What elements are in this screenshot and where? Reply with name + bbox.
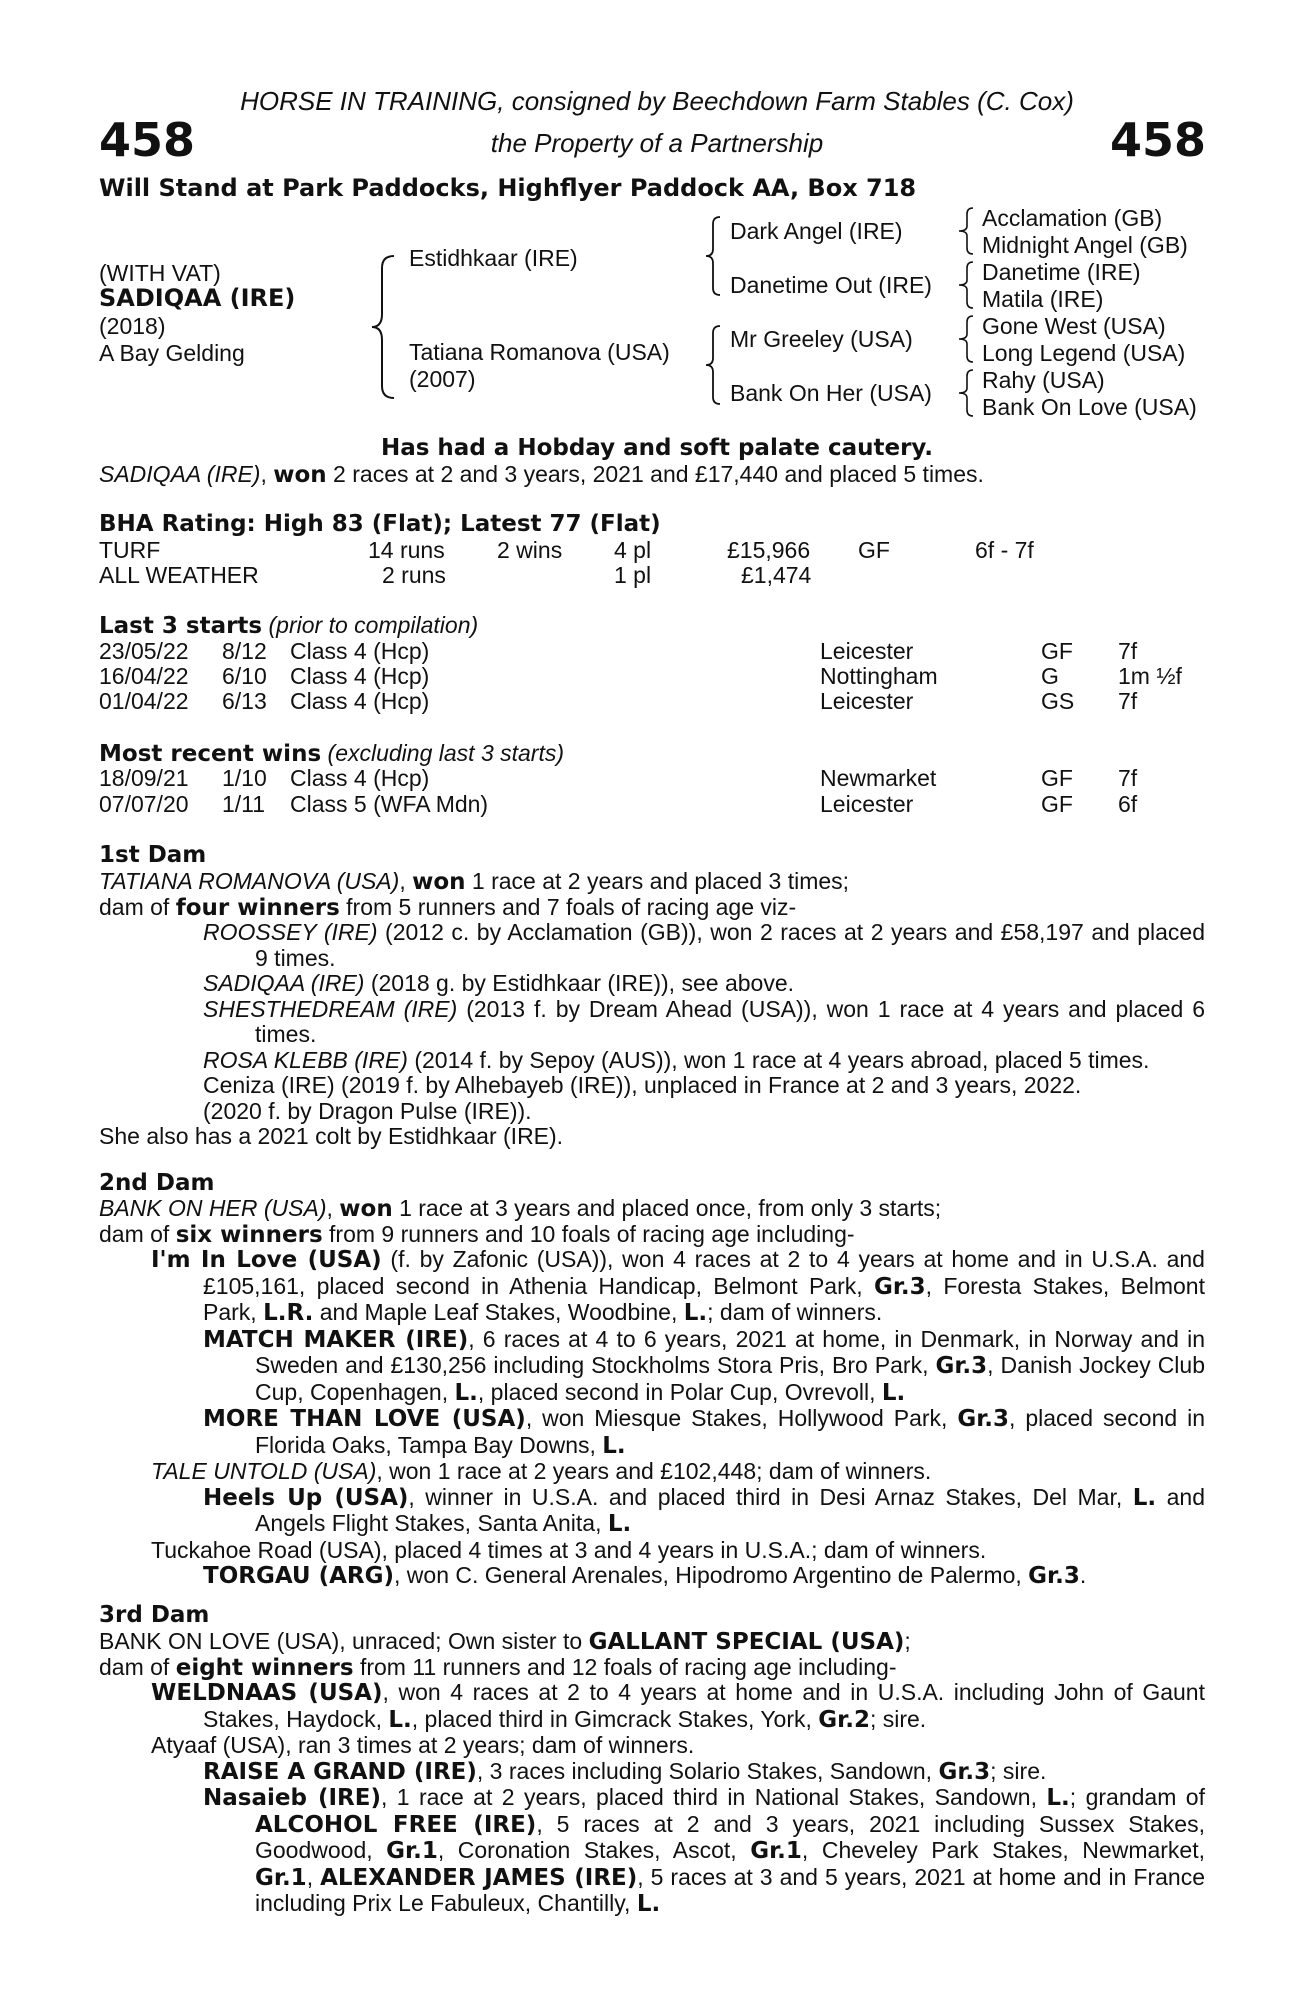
first-dam-produce: SHESTHEDREAM (IRE) (2013 f. by Dream Ahead (USA)), won 1 race at 4 years and placed 6 times.	[203, 995, 1205, 1047]
pedigree-sire-dam: Danetime Out (IRE)	[730, 272, 932, 298]
second-dam-line: dam of six winners from 9 runners and 10 foals of racing age including-	[99, 1220, 855, 1248]
second-dam-entries	[99, 1247, 1205, 1590]
win-course: Newmarket	[820, 765, 937, 791]
race-record: SADIQAA (IRE), won 2 races at 2 and 3 years, 2021 and £17,440 and placed 5 times.	[99, 461, 984, 488]
third-dam-produce: RAISE A GRAND (IRE), 3 races including Solario Stakes, Sandown, Gr.3; sire.	[203, 1757, 1047, 1785]
third-dam-produce: Atyaaf (USA), ran 3 times at 2 years; dam of winners.	[151, 1732, 695, 1758]
second-dam-produce: Heels Up (USA), winner in U.S.A. and placed third in Desi Arnaz Stakes, Del Mar, L. and Angels Flight Stakes, Santa Anita, L.	[203, 1483, 1205, 1537]
dam-line-brace	[704, 323, 724, 407]
second-dam-produce: Tuckahoe Road (USA), placed 4 times at 3 and 4 years in U.S.A.; dam of winners.	[151, 1536, 987, 1563]
start-distance: 7f	[1118, 638, 1138, 664]
pedigree-gen3-3: Danetime (IRE)	[982, 259, 1141, 285]
rating-going: GF	[858, 537, 890, 563]
win-class: Class 4 (Hcp)	[290, 765, 430, 791]
start-class: Class 4 (Hcp)	[290, 638, 430, 664]
location-line: Will Stand at Park Paddocks, Highflyer Paddock AA, Box 718	[99, 174, 917, 202]
third-gen-braces	[955, 204, 979, 420]
sire-dam-brace	[370, 252, 400, 402]
consignment-line: HORSE IN TRAINING, consigned by Beechdown Farm Stables (C. Cox)	[240, 86, 1074, 116]
win-position: 1/11	[222, 791, 266, 817]
third-dam-line: dam of eight winners from 11 runners and 12 foals of racing age including-	[99, 1653, 897, 1681]
rating-placed: 1 pl	[614, 562, 652, 588]
pedigree-gen3-8: Bank On Love (USA)	[982, 394, 1197, 420]
start-position: 6/10	[222, 663, 267, 689]
first-dam-closing: She also has a 2021 colt by Estidhkaar (IRE).	[99, 1123, 564, 1149]
first-dam-line: TATIANA ROMANOVA (USA), won 1 race at 2 years and placed 3 times;	[99, 868, 850, 895]
property-line: the Property of a Partnership	[490, 128, 824, 158]
horse-name: SADIQAA (IRE)	[99, 284, 296, 312]
second-dam-produce: I'm In Love (USA) (f. by Zafonic (USA)), won 4 races at 2 to 4 years at home and in U.S.A. and £105,161, placed second in Athenia Handicap, Belmont Park, Gr.3, Foresta Stakes, Belmont Park, L.R. and Maple Leaf Stakes, Woodbine, L.; dam of winners.	[151, 1246, 1205, 1326]
start-course: Leicester	[820, 638, 914, 664]
win-date: 18/09/21	[99, 765, 189, 791]
third-dam-block	[99, 1629, 1205, 1918]
second-dam-produce: MORE THAN LOVE (USA), won Miesque Stakes, Hollywood Park, Gr.3, placed second in Florida Oaks, Tampa Bay Downs, L.	[203, 1405, 1206, 1459]
sire-line-brace	[704, 214, 724, 298]
win-distance: 7f	[1118, 765, 1138, 791]
first-dam-block	[99, 869, 1205, 1150]
first-dam-produce: SADIQAA (IRE) (2018 g. by Estidhkaar (IRE)), see above.	[203, 970, 794, 996]
rating-surface: ALL WEATHER	[99, 562, 259, 588]
start-date: 23/05/22	[99, 638, 189, 664]
pedigree-dam-year: (2007)	[409, 366, 476, 392]
vat-note: (WITH VAT)	[99, 260, 221, 286]
start-class: Class 4 (Hcp)	[290, 688, 430, 714]
start-position: 8/12	[222, 638, 267, 664]
pedigree-dam-dam: Bank On Her (USA)	[730, 380, 932, 406]
surgery-note: Has had a Hobday and soft palate cautery.	[380, 435, 934, 461]
bha-rating-heading: BHA Rating: High 83 (Flat); Latest 77 (Flat)	[99, 511, 661, 537]
first-dam-produce: ROOSSEY (IRE) (2012 c. by Acclamation (GB)), won 2 races at 2 years and £58,197 and placed 9 times.	[203, 919, 1205, 971]
win-position: 1/10	[222, 765, 267, 791]
second-dam-produce: TALE UNTOLD (USA), won 1 race at 2 years and £102,448; dam of winners.	[151, 1458, 932, 1484]
win-class: Class 5 (WFA Mdn)	[290, 791, 489, 817]
pedigree-gen3-2: Midnight Angel (GB)	[982, 232, 1188, 258]
win-course: Leicester	[820, 791, 914, 817]
pedigree-dam-sire: Mr Greeley (USA)	[730, 326, 913, 352]
start-going: GF	[1041, 638, 1073, 664]
rating-runs: 14 runs	[368, 537, 445, 563]
first-dam-produce: Ceniza (IRE) (2019 f. by Alhebayeb (IRE)), unplaced in France at 2 and 3 years, 2022.	[203, 1072, 1082, 1098]
rating-runs: 2 runs	[382, 562, 446, 588]
win-distance: 6f	[1118, 791, 1138, 817]
rating-wins: 2 wins	[497, 537, 563, 563]
lot-number-left: 458	[99, 113, 196, 167]
horse-description: A Bay Gelding	[99, 340, 245, 366]
second-dam-block	[99, 1196, 1205, 1590]
start-course: Leicester	[820, 688, 914, 714]
second-dam-heading: 2nd Dam	[99, 1170, 215, 1196]
start-class: Class 4 (Hcp)	[290, 663, 430, 689]
rating-earnings: £15,966	[727, 537, 811, 563]
rating-distance: 6f - 7f	[975, 537, 1034, 563]
first-dam-produce: ROSA KLEBB (IRE) (2014 f. by Sepoy (AUS)), won 1 race at 4 years abroad, placed 5 times.	[203, 1046, 1150, 1073]
start-distance: 7f	[1118, 688, 1138, 714]
pedigree-dam: Tatiana Romanova (USA)	[409, 339, 670, 365]
win-going: GF	[1041, 765, 1073, 791]
pedigree-gen3-7: Rahy (USA)	[982, 367, 1105, 393]
pedigree-gen3-5: Gone West (USA)	[982, 313, 1166, 339]
first-dam-heading: 1st Dam	[99, 842, 207, 868]
start-going: G	[1041, 663, 1059, 689]
last-starts-heading: Last 3 starts (prior to compilation)	[99, 612, 479, 639]
lot-number-right: 458	[1109, 113, 1206, 167]
second-dam-produce: TORGAU (ARG), won C. General Arenales, Hipodromo Argentino de Palermo, Gr.3.	[203, 1562, 1087, 1589]
start-date: 01/04/22	[99, 688, 189, 714]
third-dam-entries	[99, 1680, 1205, 1918]
pedigree-gen3-4: Matila (IRE)	[982, 286, 1104, 312]
horse-year: (2018)	[99, 313, 166, 339]
third-dam-heading: 3rd Dam	[99, 1602, 210, 1628]
pedigree-gen3-1: Acclamation (GB)	[982, 205, 1163, 231]
first-dam-produce: (2020 f. by Dragon Pulse (IRE)).	[203, 1097, 532, 1124]
start-course: Nottingham	[820, 663, 938, 689]
rating-surface: TURF	[99, 537, 161, 563]
recent-wins-heading: Most recent wins (excluding last 3 starts)	[99, 740, 565, 767]
pedigree-sire: Estidhkaar (IRE)	[409, 245, 578, 271]
win-date: 07/07/20	[99, 791, 189, 817]
third-dam-produce: Nasaieb (IRE), 1 race at 2 years, placed third in National Stakes, Sandown, L.; grandam of ALCOHOL FREE (IRE), 5 races at 2 and 3 years, 2021 including Sussex Stakes, Goodwood, Gr.1, Coronation Stakes, Ascot, Gr.1, Cheveley Park Stakes, Newmarket, Gr.1, ALEXANDER JAMES (IRE), 5 races at 3 and 5 years, 2021 at home and in France including Prix Le Fabuleux, Chantilly, L.	[203, 1784, 1205, 1917]
pedigree-sire-sire: Dark Angel (IRE)	[730, 218, 903, 244]
third-dam-produce: WELDNAAS (USA), won 4 races at 2 to 4 years at home and in U.S.A. including John of Gaunt Stakes, Haydock, L., placed third in Gimcrack Stakes, York, Gr.2; sire.	[151, 1679, 1205, 1733]
start-date: 16/04/22	[99, 663, 189, 689]
start-going: GS	[1041, 688, 1075, 714]
start-position: 6/13	[222, 688, 267, 714]
third-dam-line: BANK ON LOVE (USA), unraced; Own sister to GALLANT SPECIAL (USA);	[99, 1628, 911, 1655]
win-going: GF	[1041, 791, 1073, 817]
rating-earnings: £1,474	[741, 562, 812, 588]
start-distance: 1m ½f	[1118, 663, 1182, 689]
second-dam-produce: MATCH MAKER (IRE), 6 races at 4 to 6 years, 2021 at home, in Denmark, in Norway and in Sweden and £130,256 including Stockholms Stora Pris, Bro Park, Gr.3, Danish Jockey Club Cup, Copenhagen, L., placed second in Polar Cup, Ovrevoll, L.	[203, 1325, 1206, 1406]
second-dam-line: BANK ON HER (USA), won 1 race at 3 years and placed once, from only 3 starts;	[99, 1195, 942, 1222]
pedigree-gen3-6: Long Legend (USA)	[982, 340, 1186, 366]
rating-placed: 4 pl	[614, 537, 652, 563]
first-dam-line: dam of four winners from 5 runners and 7 foals of racing age viz-	[99, 893, 797, 921]
